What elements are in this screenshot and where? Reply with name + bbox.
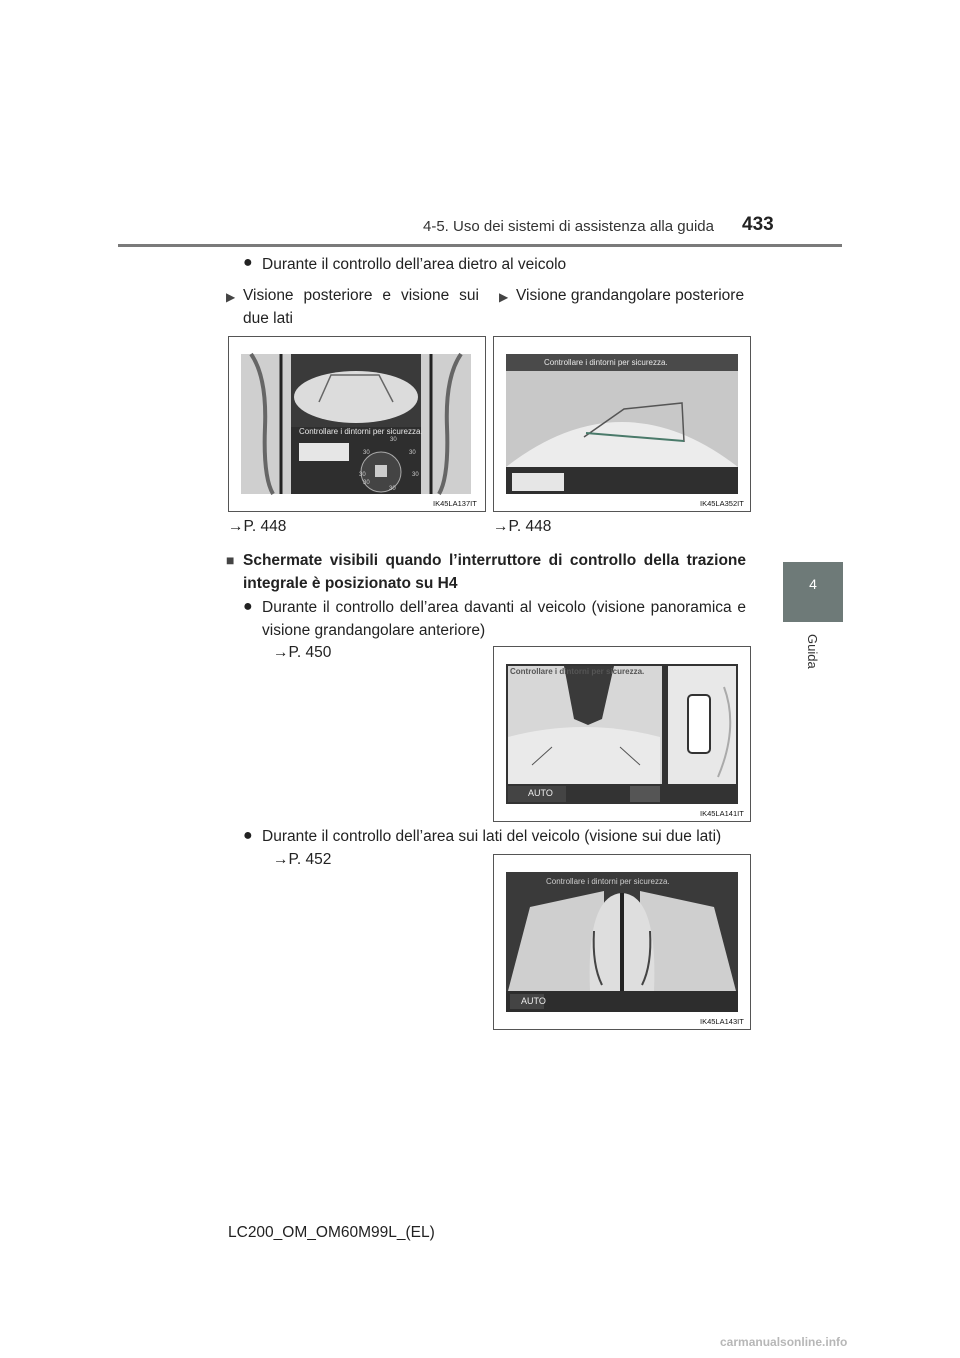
page-ref: →P. 450 <box>273 644 332 661</box>
auto-label: AUTO <box>528 788 553 798</box>
gauge-label: 30 <box>390 437 397 443</box>
section-header: 4-5. Uso dei sistemi di assistenza alla guida <box>423 218 714 235</box>
gauge-label: 30 <box>363 450 370 456</box>
bullet-front-line2: visione grandangolare anteriore) <box>262 622 486 639</box>
screen-banner: Controllare i dintorni per sicurezza. <box>546 877 670 886</box>
square-bullet-icon: ■ <box>226 552 235 568</box>
page-number: 433 <box>742 214 774 235</box>
header-rule <box>118 244 842 247</box>
figure-rear-wide-view <box>493 336 751 512</box>
chapter-label: Guida <box>805 634 820 669</box>
page-ref: →P. 448 <box>228 518 287 535</box>
gauge-label: 30 <box>389 486 396 492</box>
document-code: LC200_OM_OM60M99L_(EL) <box>228 1224 435 1241</box>
screen-banner: Controllare i dintorni per sicurezza. <box>510 667 645 676</box>
heading-h4-line2: integrale è posizionato su H4 <box>243 575 458 592</box>
gauge-label: 30 <box>412 472 419 478</box>
screen-rear-side-view <box>229 337 485 511</box>
triangle-icon: ▶ <box>226 290 236 304</box>
heading-rear-side-line1: Visione posteriore e visione sui <box>243 287 479 304</box>
watermark: carmanualsonline.info <box>720 1335 848 1349</box>
figure-front-view <box>493 646 751 822</box>
chapter-tab <box>783 562 843 622</box>
gauge-label: 30 <box>409 450 416 456</box>
triangle-icon: ▶ <box>499 290 509 304</box>
figure-side-view <box>493 854 751 1030</box>
image-code: IK45LA137IT <box>433 499 477 508</box>
bullet-rear: Durante il controllo dell’area dietro al veicolo <box>262 256 567 273</box>
bullet-front-line1: Durante il controllo dell’area davanti al veicolo (visione panoramica e <box>262 599 746 616</box>
gauge-label: 30 <box>363 480 370 486</box>
page-ref: →P. 452 <box>273 851 332 868</box>
bullet-icon: ● <box>243 598 253 615</box>
bullet-icon: ● <box>243 254 253 271</box>
image-code: IK45LA143IT <box>700 1017 744 1026</box>
heading-h4-line1: Schermate visibili quando l’interruttore di controllo della trazione <box>243 552 746 569</box>
bullet-icon: ● <box>243 827 253 844</box>
gauge-label: 30 <box>359 472 366 478</box>
bullet-side: Durante il controllo dell’area sui lati del veicolo (visione sui due lati) <box>262 828 722 845</box>
heading-rear-side-line2: due lati <box>243 310 293 327</box>
auto-label: AUTO <box>521 996 546 1006</box>
heading-rear-wide: Visione grandangolare posteriore <box>516 287 745 304</box>
chapter-number: 4 <box>809 576 817 592</box>
screen-banner: Controllare i dintorni per sicurezza. <box>299 427 423 436</box>
image-code: IK45LA141IT <box>700 809 744 818</box>
screen-banner: Controllare i dintorni per sicurezza. <box>544 358 668 367</box>
image-code: IK45LA352IT <box>700 499 744 508</box>
page-ref: →P. 448 <box>493 518 552 535</box>
figure-rear-side-view <box>228 336 486 512</box>
